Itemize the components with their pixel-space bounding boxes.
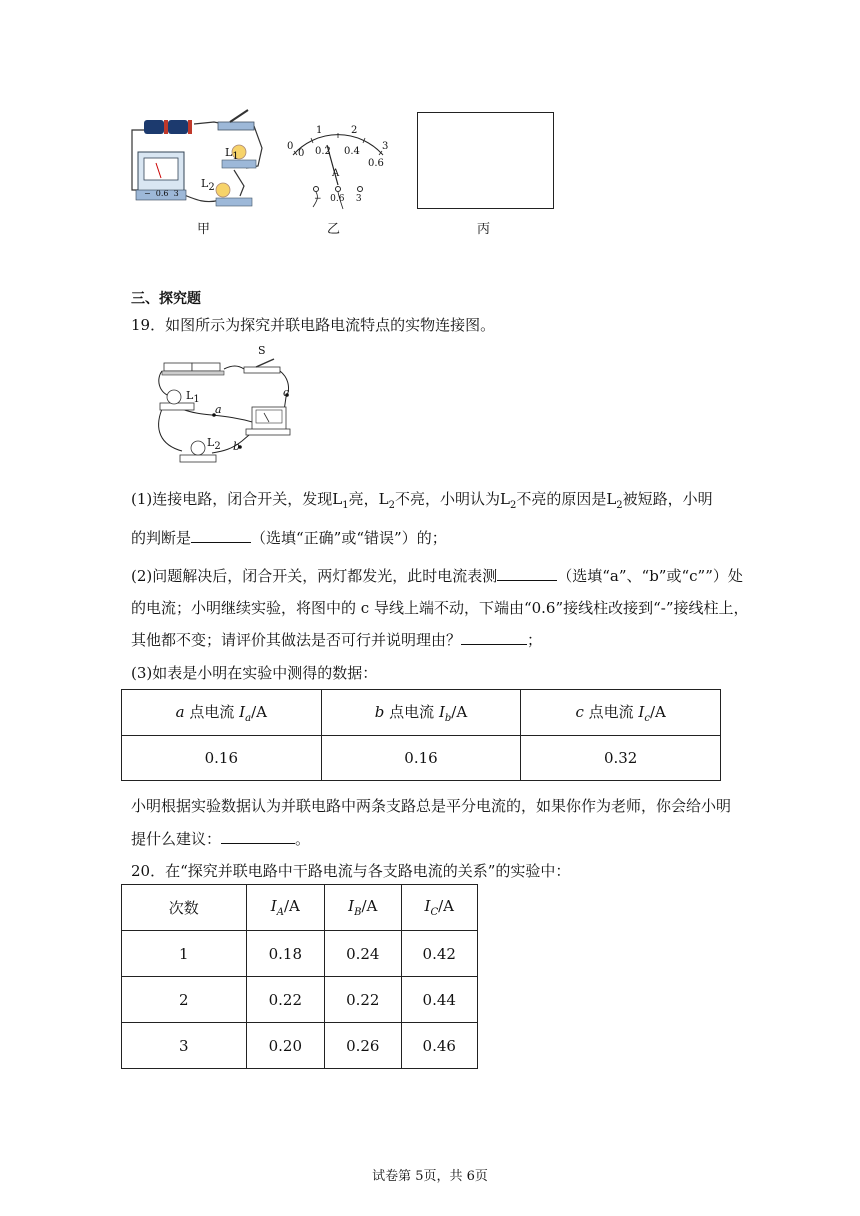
q19-label-S: S bbox=[258, 344, 266, 357]
q19-label-a: a bbox=[215, 403, 222, 416]
table-cell: 0.26 bbox=[325, 1023, 401, 1069]
table-header: $I_A/A$ bbox=[246, 885, 324, 931]
yi-terminals: − 0.6 3 bbox=[314, 194, 362, 204]
table-header: c 点电流 $I_c/A$ bbox=[521, 690, 721, 736]
table-cell: 0.22 bbox=[246, 977, 324, 1023]
q19-part1-line1: (1)连接电路，闭合开关，发现$L_1$亮，$L_2$不亮，小明认为$L_2$不亮的原因是$L_2$被短路，小明 bbox=[131, 490, 713, 511]
table-cell: 2 bbox=[122, 977, 247, 1023]
table-cell: 0.20 bbox=[246, 1023, 324, 1069]
table-row bbox=[122, 931, 478, 977]
table-cell: 0.22 bbox=[325, 977, 401, 1023]
table-cell: 0.46 bbox=[401, 1023, 478, 1069]
table-row bbox=[122, 977, 478, 1023]
section-title: 三、探究题 bbox=[131, 291, 201, 307]
q19-part2-line3: 其他都不变；请评价其做法是否可行并说明理由？ ； bbox=[131, 631, 543, 649]
yi-scale-top: 0 1 2 3 bbox=[287, 125, 389, 152]
table-row bbox=[122, 1023, 478, 1069]
table-header: 次数 bbox=[122, 885, 247, 931]
page-footer: 试卷第 5页，共 6页 bbox=[372, 1169, 488, 1184]
q19-label-c: c bbox=[283, 386, 290, 399]
table-cell: 1 bbox=[122, 931, 247, 977]
table-cell: 0.18 bbox=[246, 931, 324, 977]
q20-intro: 20．在“探究并联电路中干路电流与各支路电流的关系”的实验中： bbox=[131, 862, 571, 880]
table-cell: 0.16 bbox=[122, 736, 322, 781]
table-cell: 0.32 bbox=[521, 736, 721, 781]
table-header: $I_C/A$ bbox=[401, 885, 478, 931]
caption-yi: 乙 bbox=[327, 222, 341, 237]
table-row bbox=[122, 736, 721, 781]
q19-intro: 19．如图所示为探究并联电路电流特点的实物连接图。 bbox=[131, 316, 496, 334]
q19-part1-line2: 的判断是 （选填“正确”或“错误”）的； bbox=[131, 529, 447, 547]
answer-blank[interactable] bbox=[497, 565, 557, 581]
table-cell: 3 bbox=[122, 1023, 247, 1069]
q20-data-table bbox=[121, 884, 478, 1069]
q19-circuit-diagram bbox=[152, 345, 302, 467]
answer-blank[interactable] bbox=[461, 629, 527, 645]
jia-meter-terms: − 0.6 3 bbox=[144, 189, 179, 198]
q19-part2-line2: 的电流；小明继续实验，将图中的 c 导线上端不动，下端由“0.6”接线柱改接到“-”接线柱上， bbox=[131, 599, 749, 617]
q19-data-table bbox=[121, 689, 721, 781]
q19-part3-line2: 提什么建议： 。 bbox=[131, 830, 311, 848]
q19-label-L1: L1 bbox=[186, 389, 200, 406]
caption-bing: 丙 bbox=[477, 222, 491, 237]
table-header: b 点电流 $I_b/A$ bbox=[321, 690, 521, 736]
q19-label-b: b bbox=[233, 440, 241, 453]
table-header: $I_B/A$ bbox=[325, 885, 401, 931]
caption-jia: 甲 bbox=[197, 222, 211, 237]
q19-part2-line1: (2)问题解决后，闭合开关，两灯都发光，此时电流表测 （选填“a”、“b”或“c””）处 bbox=[131, 567, 743, 585]
answer-blank[interactable] bbox=[221, 828, 295, 844]
table-cell: 0.24 bbox=[325, 931, 401, 977]
q19-label-L2: L2 bbox=[207, 436, 221, 453]
q19-part3-intro: (3)如表是小明在实验中测得的数据： bbox=[131, 664, 378, 682]
answer-blank[interactable] bbox=[191, 527, 251, 543]
jia-lamp1-label: L1 bbox=[225, 146, 239, 163]
table-cell: 0.16 bbox=[321, 736, 521, 781]
table-header: a 点电流 $I_a/A$ bbox=[122, 690, 322, 736]
table-cell: 0.44 bbox=[401, 977, 478, 1023]
blank-diagram-box-bing bbox=[417, 112, 554, 209]
table-cell: 0.42 bbox=[401, 931, 478, 977]
jia-lamp2-label: L2 bbox=[201, 177, 215, 194]
yi-unit: A bbox=[332, 168, 340, 179]
q19-part3-line1: 小明根据实验数据认为并联电路中两条支路总是平分电流的，如果你作为老师，你会给小明 bbox=[131, 797, 732, 815]
